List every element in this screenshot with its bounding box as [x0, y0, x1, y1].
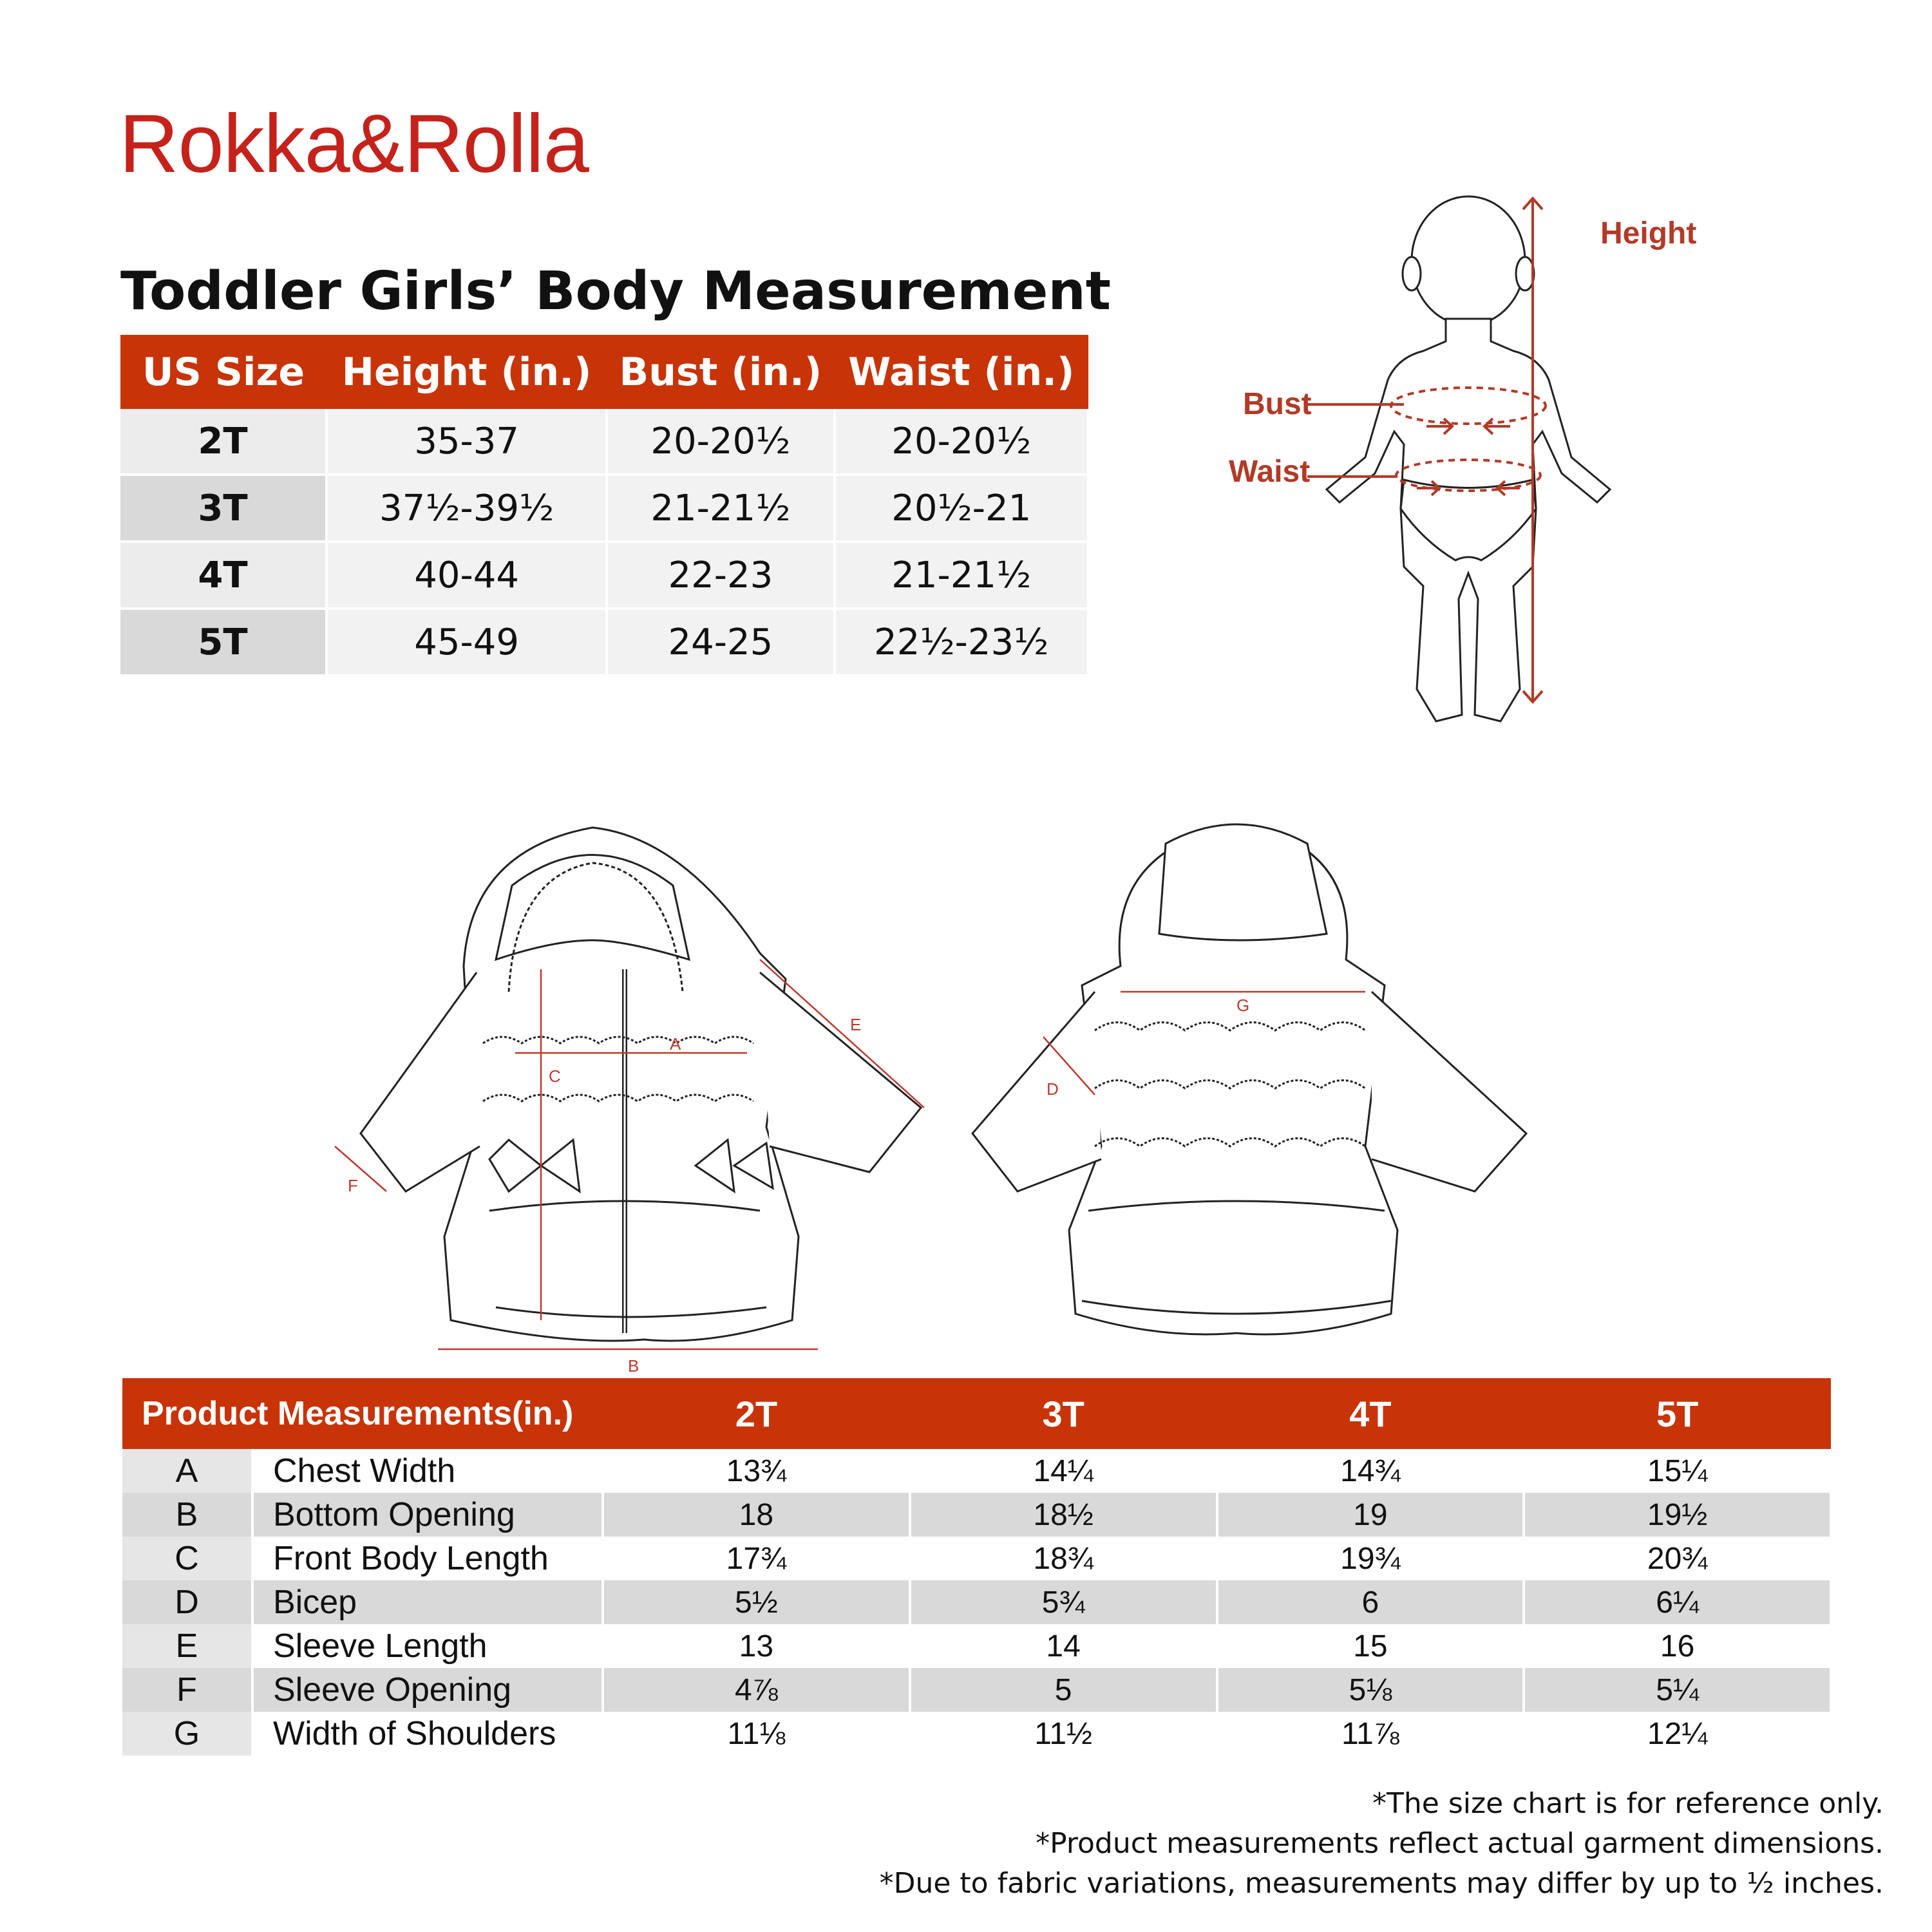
table-row — [120, 542, 1088, 609]
value-5t: 15¼ — [1524, 1449, 1831, 1493]
waist-cell: 20-20½ — [835, 409, 1088, 475]
product-table-header — [122, 1378, 1831, 1449]
header-size-4t: 4T — [1217, 1378, 1524, 1449]
waist-cell: 21-21½ — [835, 542, 1088, 609]
measurement-letter: A — [122, 1449, 252, 1493]
coat-back-illustration — [947, 747, 1578, 1378]
garment-label-f: F — [348, 1176, 358, 1195]
measurement-name: Chest Width — [252, 1449, 603, 1493]
measurement-name: Sleeve Opening — [252, 1668, 603, 1712]
value-2t: 18 — [603, 1493, 910, 1537]
header-waist: Waist (in.) — [835, 335, 1088, 409]
measurement-letter: C — [122, 1537, 252, 1580]
value-5t: 6¼ — [1524, 1580, 1831, 1624]
measurement-name: Sleeve Length — [252, 1624, 603, 1668]
value-2t: 5½ — [603, 1580, 910, 1624]
waist-cell: 20½-21 — [835, 475, 1088, 542]
value-5t: 5¼ — [1524, 1668, 1831, 1712]
value-2t: 13¾ — [603, 1449, 910, 1493]
height-cell: 40-44 — [327, 542, 607, 609]
measurement-letter: B — [122, 1493, 252, 1537]
measurement-name: Bottom Opening — [252, 1493, 603, 1537]
value-4t: 11⅞ — [1217, 1712, 1524, 1756]
value-3t: 18½ — [910, 1493, 1217, 1537]
measurement-name: Width of Shoulders — [252, 1712, 603, 1756]
size-cell: 3T — [120, 475, 327, 542]
note-fabric-variation: *Due to fabric variations, measurements may differ by up to ½ inches. — [879, 1867, 1884, 1900]
header-size-2t: 2T — [603, 1378, 910, 1449]
value-4t: 14¾ — [1217, 1449, 1524, 1493]
value-4t: 19¾ — [1217, 1537, 1524, 1580]
table-row — [122, 1580, 1831, 1624]
value-3t: 14¼ — [910, 1449, 1217, 1493]
header-us-size: US Size — [120, 335, 327, 409]
product-measurement-table — [122, 1378, 1832, 1756]
bust-cell: 24-25 — [607, 609, 834, 676]
table-row — [122, 1493, 1831, 1537]
header-size-3t: 3T — [910, 1378, 1217, 1449]
bust-cell: 22-23 — [607, 542, 834, 609]
value-2t: 13 — [603, 1624, 910, 1668]
coat-front-illustration — [322, 747, 966, 1378]
table-row — [120, 409, 1088, 475]
value-2t: 11⅛ — [603, 1712, 910, 1756]
value-3t: 5¾ — [910, 1580, 1217, 1624]
note-reference: *The size chart is for reference only. — [1372, 1787, 1884, 1820]
measurement-letter: E — [122, 1624, 252, 1668]
value-2t: 17¾ — [603, 1537, 910, 1580]
height-cell: 35-37 — [327, 409, 607, 475]
garment-label-b: B — [628, 1356, 639, 1376]
value-5t: 16 — [1524, 1624, 1831, 1668]
waist-cell: 22½-23½ — [835, 609, 1088, 676]
value-3t: 11½ — [910, 1712, 1217, 1756]
bust-cell: 21-21½ — [607, 475, 834, 542]
header-bust: Bust (in.) — [607, 335, 834, 409]
header-height: Height (in.) — [327, 335, 607, 409]
value-4t: 15 — [1217, 1624, 1524, 1668]
value-5t: 19½ — [1524, 1493, 1831, 1537]
body-measurement-table — [120, 335, 1090, 677]
garment-label-e: E — [850, 1015, 862, 1034]
value-2t: 4⅞ — [603, 1668, 910, 1712]
measurement-name: Bicep — [252, 1580, 603, 1624]
table-row — [122, 1668, 1831, 1712]
table-row — [122, 1712, 1831, 1756]
size-cell: 2T — [120, 409, 327, 475]
body-table-header — [120, 335, 1088, 409]
height-label: Height — [1600, 216, 1697, 251]
header-product-measurements: Product Measurements(in.) — [122, 1378, 603, 1449]
value-4t: 5⅛ — [1217, 1668, 1524, 1712]
garment-label-c: C — [549, 1066, 561, 1086]
header-size-5t: 5T — [1524, 1378, 1831, 1449]
value-3t: 14 — [910, 1624, 1217, 1668]
table-row — [122, 1624, 1831, 1668]
value-3t: 5 — [910, 1668, 1217, 1712]
disclaimer-notes — [880, 1784, 1884, 1904]
measurement-letter: G — [122, 1712, 252, 1756]
garment-label-d: D — [1046, 1079, 1059, 1099]
table-row — [122, 1449, 1831, 1493]
bust-label: Bust — [1243, 387, 1312, 421]
value-4t: 19 — [1217, 1493, 1524, 1537]
value-5t: 20¾ — [1524, 1537, 1831, 1580]
measurement-name: Front Body Length — [252, 1537, 603, 1580]
measurement-letter: D — [122, 1580, 252, 1624]
body-measurement-title: Toddler Girls’ Body Measurement — [120, 261, 1111, 322]
table-row — [120, 475, 1088, 542]
value-5t: 12¼ — [1524, 1712, 1831, 1756]
garment-label-g: G — [1236, 996, 1250, 1015]
measurement-letter: F — [122, 1668, 252, 1712]
size-cell: 5T — [120, 609, 327, 676]
table-row — [122, 1537, 1831, 1580]
garment-label-a: A — [670, 1034, 681, 1054]
table-row — [120, 609, 1088, 676]
size-cell: 4T — [120, 542, 327, 609]
waist-label: Waist — [1229, 455, 1311, 489]
note-actual-dimensions: *Product measurements reflect actual garment dimensions. — [1036, 1827, 1884, 1860]
value-4t: 6 — [1217, 1580, 1524, 1624]
value-3t: 18¾ — [910, 1537, 1217, 1580]
height-cell: 45-49 — [327, 609, 607, 676]
height-cell: 37½-39½ — [327, 475, 607, 542]
brand-logo: Rokka&Rolla — [119, 98, 589, 190]
bust-cell: 20-20½ — [607, 409, 834, 475]
